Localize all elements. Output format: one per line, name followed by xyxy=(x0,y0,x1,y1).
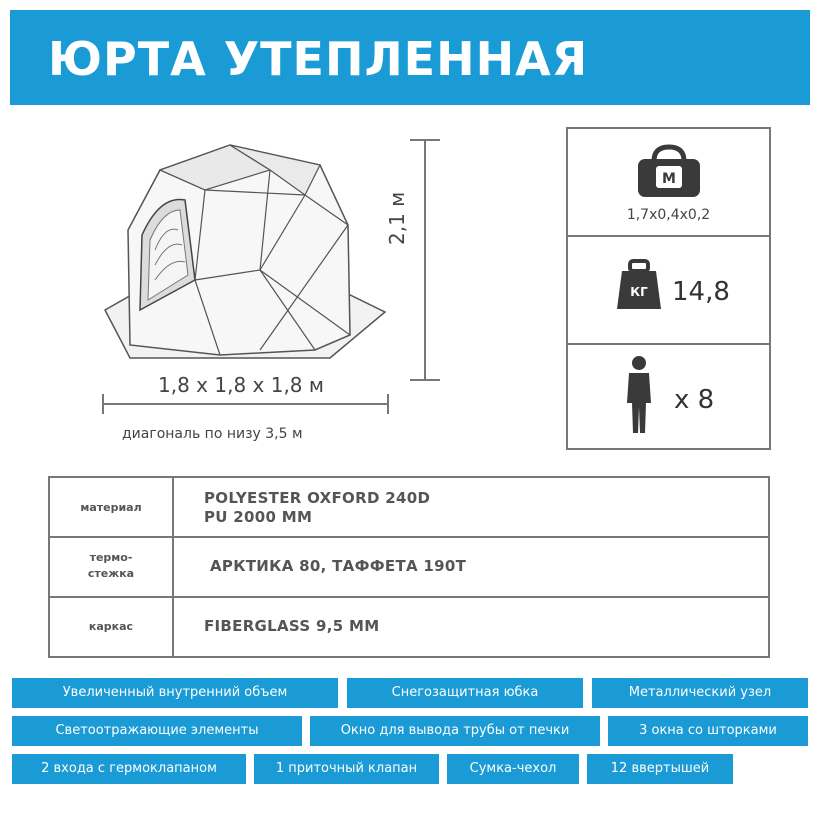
table-row xyxy=(50,598,768,656)
feature-chip: Окно для вывода трубы от печки xyxy=(310,716,600,746)
spec-box xyxy=(566,127,771,450)
feature-chip: 2 входа с гермоклапаном xyxy=(12,754,246,784)
row-label: материал xyxy=(80,501,142,514)
feature-chip: Светоотражающие элементы xyxy=(12,716,302,746)
bag-size-letter: М xyxy=(662,171,676,187)
row-value: АРКТИКА 80, ТАФФЕТА 190Т xyxy=(210,557,467,575)
feature-chip: 3 окна со шторками xyxy=(608,716,808,746)
feature-chip: 12 ввертышей xyxy=(587,754,733,784)
row-label: термо- xyxy=(89,551,133,564)
row-label: каркас xyxy=(88,620,134,633)
weight-value: 14,8 xyxy=(672,277,730,307)
page-title: ЮРТА УТЕПЛЕННАЯ xyxy=(48,32,589,86)
table-row xyxy=(50,538,768,598)
bag-icon xyxy=(636,143,702,199)
header-banner xyxy=(10,10,810,105)
row-label: стежка xyxy=(87,567,135,580)
diagonal-label: диагональ по низу 3,5 м xyxy=(122,426,303,442)
feature-chip: Сумка-чехол xyxy=(447,754,579,784)
weight-icon xyxy=(616,259,662,311)
height-label: 2,1 м xyxy=(385,191,409,245)
row-value: PU 2000 MM xyxy=(204,508,313,526)
feature-chip: Увеличенный внутренний объем xyxy=(12,678,338,708)
capacity-value: х 8 xyxy=(674,385,715,415)
feature-chip: Снегозащитная юбка xyxy=(347,678,583,708)
weight-cell xyxy=(568,237,769,345)
height-dimension-line xyxy=(400,130,460,390)
tent-illustration xyxy=(100,140,400,370)
person-icon xyxy=(624,355,654,435)
row-value: FIBERGLASS 9,5 MM xyxy=(204,617,380,635)
capacity-cell xyxy=(568,345,769,450)
bag-dimensions: 1,7х0,4х0,2 xyxy=(626,207,711,223)
materials-table xyxy=(48,476,770,658)
table-row xyxy=(50,478,768,538)
bag-cell xyxy=(568,129,769,237)
row-value: POLYESTER OXFORD 240D xyxy=(204,489,431,507)
weight-unit: КГ xyxy=(630,285,648,299)
base-size-label: 1,8 х 1,8 х 1,8 м xyxy=(158,373,324,397)
feature-chip: Металлический узел xyxy=(592,678,808,708)
feature-chip: 1 приточный клапан xyxy=(254,754,439,784)
